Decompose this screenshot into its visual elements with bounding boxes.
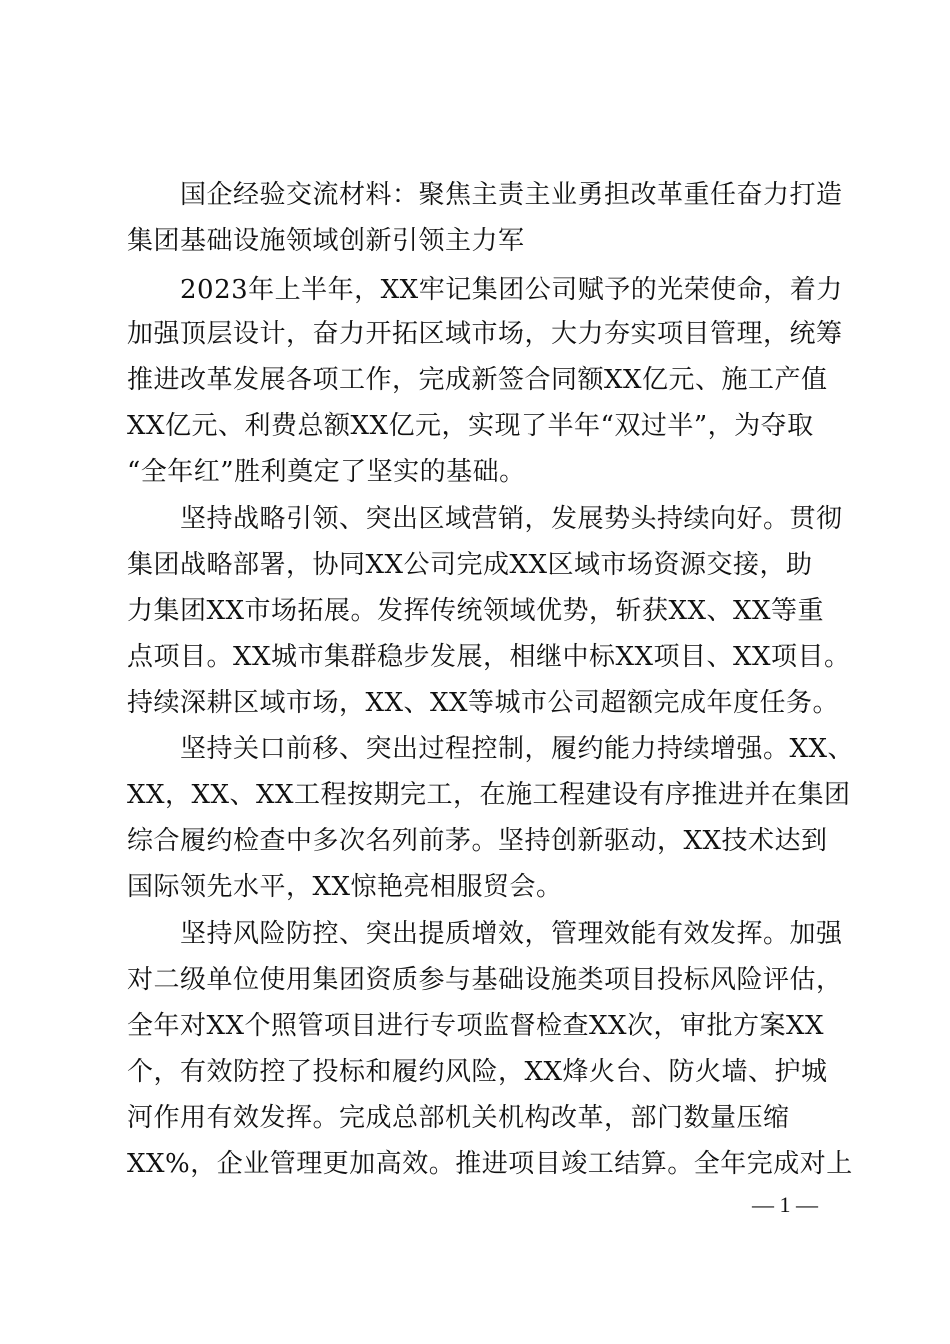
paragraph-line: XX%，企业管理更加高效。推进项目竣工结算。全年完成对上 — [127, 1149, 853, 1179]
paragraph-line: 对二级单位使用集团资质参与基础设施类项目投标风险评估， — [127, 965, 843, 995]
paragraph-line: 点项目。XX城市集群稳步发展，相继中标XX项目、XX项目。 — [127, 642, 851, 672]
paragraph-line: 集团战略部署，协同XX公司完成XX区域市场资源交接，助 — [127, 550, 813, 580]
title-line-2: 集团基础设施领域创新引领主力军 — [127, 226, 525, 256]
paragraph-line: 国际领先水平，XX惊艳亮相服贸会。 — [127, 872, 563, 902]
paragraph-line: 坚持风险防控、突出提质增效，管理效能有效发挥。加强 — [180, 919, 843, 949]
paragraph-line: 推进改革发展各项工作，完成新签合同额XX亿元、施工产值 — [127, 365, 828, 395]
paragraph-line: 坚持战略引领、突出区域营销，发展势头持续向好。贯彻 — [180, 504, 843, 534]
page-number: — 1 — — [752, 1192, 818, 1217]
paragraph-line: 综合履约检查中多次名列前茅。坚持创新驱动，XX技术达到 — [127, 826, 828, 856]
title-line-1: 国企经验交流材料：聚焦主责主业勇担改革重任奋力打造 — [180, 180, 843, 210]
paragraph-line: 河作用有效发挥。完成总部机关机构改革，部门数量压缩 — [127, 1103, 790, 1133]
paragraph-line: 2023年上半年，XX牢记集团公司赋予的光荣使命，着力 — [180, 275, 843, 305]
paragraph-line: XX，XX、XX工程按期完工，在施工程建设有序推进并在集团 — [127, 780, 851, 810]
paragraph-line: XX亿元、利费总额XX亿元，实现了半年“双过半”，为夺取 — [127, 411, 814, 441]
paragraph-line: 力集团XX市场拓展。发挥传统领域优势，斩获XX、XX等重 — [127, 596, 825, 626]
paragraph-line: 持续深耕区域市场，XX、XX等城市公司超额完成年度任务。 — [127, 688, 840, 718]
paragraph-line: “全年红”胜利奠定了坚实的基础。 — [127, 457, 526, 487]
paragraph-line: 坚持关口前移、突出过程控制，履约能力持续增强。XX、 — [180, 734, 855, 764]
paragraph-line: 加强顶层设计，奋力开拓区域市场，大力夯实项目管理，统筹 — [127, 319, 843, 349]
paragraph-line: 个，有效防控了投标和履约风险，XX烽火台、防火墙、护城 — [127, 1057, 828, 1087]
paragraph-line: 全年对XX个照管项目进行专项监督检查XX次，审批方案XX — [127, 1011, 825, 1041]
